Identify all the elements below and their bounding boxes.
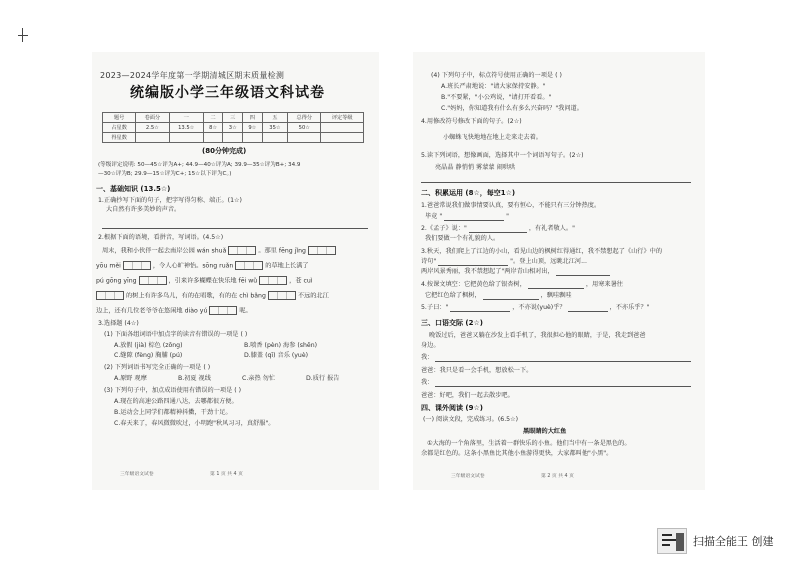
corner-crop-mark (18, 28, 28, 42)
option-a: A.班长严肃地说："请大家保持安静。" (441, 83, 546, 90)
answer-box[interactable] (209, 306, 237, 315)
question-3-1: (1) 下面各组词语中加点字的读音有错误的一项是 ( ) (104, 331, 248, 338)
grading-note-line-1: (等级评定说明: 50—45☆评为A+; 44.9—40☆评为A; 39.9—35☆评为B+; 34.9 (98, 162, 301, 168)
q2-prompt: 周末，我和小伙伴一起去南岸公园 wán shuǎ (102, 247, 227, 255)
q2-prompt: pú gōng yīng (96, 277, 137, 285)
fill-prompt: 4.按课文填空：它把黄色给了银杏树， (421, 281, 526, 288)
table-cell (223, 133, 243, 143)
page-footer-subject: 三年级语文试卷 (451, 474, 485, 479)
fill-blank[interactable] (556, 270, 610, 276)
q2-prompt: ，苍 cuì (289, 277, 313, 285)
table-cell: 3☆ (223, 123, 243, 133)
exam-duration: (80分钟完成) (202, 147, 247, 155)
question-3-4: (4) 下列句子中，标点符号使用正确的一项是 ( ) (431, 72, 562, 79)
question-3-2: (2) 下列词语书写完全正确的一项是 ( ) (104, 364, 211, 371)
section-3-title: 三、口语交际 (2☆) (421, 319, 483, 327)
fill-blank[interactable] (483, 294, 539, 300)
option-c: C.亲热 勿忙 (242, 375, 276, 382)
q2-prompt: 的树上有许多鸟儿，有的在唱歌，有的在 chì bǎng (125, 292, 266, 300)
question-2-line-1 (102, 246, 336, 255)
table-cell: 50☆ (288, 123, 321, 133)
fill-blank[interactable] (469, 227, 527, 233)
fill-blank[interactable] (528, 283, 584, 289)
option-c: C."妈妈，你知道我有什么有多么兴奋吗？"我问道。 (441, 105, 583, 112)
fill-blank[interactable] (438, 260, 508, 266)
fill-blank[interactable] (568, 306, 608, 312)
fill-prompt: ，不亦说(yuè)乎？ (512, 304, 566, 311)
option-a: A.原野 观摩 (114, 375, 147, 382)
table-cell: 评定等级 (321, 113, 364, 123)
table-cell: 总得分 (288, 113, 321, 123)
q2-prompt: 的草地上长满了 (265, 262, 309, 270)
q2-prompt: yōu měi (96, 262, 121, 270)
question-1-sentence: 大自然有许多美妙的声音。 (106, 206, 181, 213)
fill-prompt: 5.子曰：" (421, 304, 449, 311)
answer-box[interactable] (139, 276, 167, 285)
table-cell: 三 (223, 113, 243, 123)
q2-prompt: 呢。 (239, 307, 252, 315)
answer-box[interactable] (235, 261, 263, 270)
q2-prompt: 边上，还有几位老爷爷在悠闲地 diào yú (96, 307, 208, 315)
fill-prompt: ，用寒来暑往 (585, 281, 623, 288)
table-cell (136, 133, 169, 143)
question-3-text: 3.选择题 (4☆) (98, 320, 139, 327)
question-4-sentence: 小蜘蛛飞快地地在地上走来走去着。 (443, 134, 542, 141)
accumulation-5 (421, 304, 650, 312)
score-table-row-earned (103, 133, 364, 143)
accumulation-3-fill (421, 258, 587, 266)
fill-prompt: "。登上山顶，远眺北江河... (510, 258, 587, 265)
table-cell: 8☆ (203, 123, 223, 133)
exam-page-2 (413, 52, 705, 490)
reading-passage-title: 黑眼睛的大红鱼 (523, 428, 567, 435)
oral-me-line: 我： (421, 354, 434, 361)
answer-line[interactable] (435, 361, 691, 362)
question-2-line-3 (96, 276, 313, 285)
option-a: A.放假 (jià) 棕色 (zōng) (114, 342, 183, 349)
fill-prompt: 2.《孟子》说：" (421, 225, 467, 232)
option-d: D.膝盖 (qī) 音乐 (yuè) (244, 352, 309, 359)
reading-paragraph-line-1: ①大海的一个角落里，生活着一群快乐的小鱼。他们当中有一条是黑色的。 (427, 440, 631, 447)
option-c: C.春天来了，春风微微吹过，小明跑"秋风习习，真舒服"。 (114, 420, 275, 427)
table-cell: 2.5☆ (136, 123, 169, 133)
q2-prompt: 。那里 fēng jǐng (258, 247, 306, 255)
answer-box[interactable] (123, 261, 151, 270)
table-cell (321, 123, 364, 133)
fill-prompt: ，不亦乐乎？" (609, 304, 650, 311)
question-2-line-2 (96, 261, 309, 270)
table-cell: 占星数 (103, 123, 136, 133)
oral-dad-line-2: 爸爸：好吧，我们一起去散步吧。 (421, 392, 514, 399)
fill-prompt: ，有礼者敬人。" (528, 225, 575, 232)
oral-dad-line: 爸爸：我只是看一会手机，想放松一下。 (421, 367, 533, 374)
option-b: B."不要紧，"小公鸡说，"请打开看看。" (441, 94, 552, 101)
option-d: D.质行 报告 (306, 375, 340, 382)
question-5-text: 5.读下列词语，想像画面，选择其中一个词语写句子。(2☆) (421, 152, 584, 159)
oral-me-line-2: 我： (421, 379, 434, 386)
oral-scenario-text: 晚饭过后，爸爸又躺在沙发上看手机了，我很担心他的眼睛，于是，我走到爸爸 (429, 332, 646, 339)
exam-title: 统编版小学三年级语文科试卷 (130, 85, 325, 101)
table-cell (243, 133, 263, 143)
answer-box[interactable] (96, 291, 124, 300)
table-cell: 35☆ (262, 123, 288, 133)
option-a: A.现在的高速公路四通八达，去哪都很方便。 (114, 398, 238, 405)
answer-line (102, 228, 368, 229)
page-footer-subject: 三年级语文试卷 (120, 472, 154, 477)
section-2-title: 二、积累运用 (8☆，每空1☆) (421, 189, 516, 197)
accumulation-2-text: 我们要做一个有礼貌的人。 (425, 235, 500, 242)
fill-prompt: 两岸风景秀丽，我不禁想起了"两岸青山相对出， (421, 268, 554, 275)
question-3-3: (3) 下列句子中，加点成语使用有错误的一项是 ( ) (104, 387, 242, 394)
question-5-words: 亮晶晶 静悄悄 雾蒙蒙 闹哄哄 (435, 164, 516, 171)
question-2-line-5 (96, 306, 252, 315)
page-number: 第 2 页 共 4 页 (541, 474, 574, 479)
page-number: 第 1 页 共 4 页 (210, 472, 243, 477)
answer-box[interactable] (308, 246, 336, 255)
table-cell: 五 (262, 113, 288, 123)
table-cell: 四 (243, 113, 263, 123)
question-4-text: 4.用修改符号修改下面的句子。(2☆) (421, 118, 522, 125)
fill-prompt: " (506, 213, 509, 220)
table-cell (203, 133, 223, 143)
option-b: B.喷香 (pèn) 海参 (shēn) (244, 342, 318, 349)
reading-paragraph-line-2: 余都是红色的。这条小黑鱼比其他小鱼游得更快，大家都叫他"小黑"。 (421, 450, 613, 457)
grading-note-line-2: —30☆评为B; 29.9—15☆评为C+; 15☆以下评为C。) (98, 171, 232, 177)
answer-line (421, 182, 691, 183)
accumulation-2 (421, 225, 575, 233)
score-table-row-header (103, 113, 364, 123)
table-cell: 题号 (103, 113, 136, 123)
question-2-line-4 (96, 291, 329, 300)
table-cell: 13.5☆ (169, 123, 203, 133)
fill-blank[interactable] (450, 306, 510, 312)
oral-scenario-text-2: 身边。 (421, 342, 440, 349)
scanner-watermark (657, 528, 774, 554)
accumulation-4-line-2 (425, 292, 572, 300)
table-cell (169, 133, 203, 143)
table-cell: 得星数 (103, 133, 136, 143)
watermark-text: 扫描全能王 创建 (693, 535, 774, 548)
option-b: B.初夏 视线 (178, 375, 211, 382)
option-b: B.运动会上同学们都精神抖擞，干劲十足。 (114, 409, 232, 416)
table-cell: 二 (203, 113, 223, 123)
table-cell (321, 133, 364, 143)
accumulation-4 (421, 281, 623, 289)
accumulation-1-text: 1.爸爸常说我们做事情要认真，要有恒心，不能只有三分钟热度。 (421, 202, 601, 209)
answer-box[interactable] (268, 291, 296, 300)
camscanner-logo-icon (657, 528, 687, 554)
table-cell: 卷面分 (136, 113, 169, 123)
fill-blank[interactable] (444, 215, 504, 221)
score-table (102, 112, 364, 143)
score-table-row-max (103, 123, 364, 133)
question-1-text: 1.正确抄写下面的句子，把字写得匀称、端正。(1☆) (98, 197, 242, 204)
fill-prompt: 它把红色给了枫树， (425, 292, 481, 299)
table-cell: 9☆ (243, 123, 263, 133)
reading-subsection: (一) 阅读文段，完成练习。(6.5☆) (423, 416, 519, 423)
answer-box[interactable] (228, 246, 256, 255)
section-1-title: 一、基础知识 (13.5☆) (96, 185, 171, 193)
q2-prompt: ，令人心旷神怡。sōng ruǎn (152, 262, 234, 270)
accumulation-3-text: 3.秋天，我们爬上了江边的小山，看见山边的枫树红得通红，我不禁想起了《山行》中的 (421, 248, 663, 255)
fill-prompt: ，飘哇飘哇 (540, 292, 572, 299)
accumulation-1-fill (425, 213, 509, 221)
exam-page-1 (92, 52, 379, 490)
answer-line[interactable] (435, 386, 691, 387)
table-cell (262, 133, 288, 143)
answer-box[interactable] (259, 276, 287, 285)
q2-prompt: 不远的北江 (297, 292, 329, 300)
exam-header-line: 2023—2024学年度第一学期清城区期末质量检测 (100, 71, 285, 80)
q2-prompt: ，引来许多蝴蝶在快乐地 fēi wǔ (168, 277, 258, 285)
option-c: C.缝隙 (fèng) 胸脯 (pú) (114, 352, 183, 359)
section-4-title: 四、课外阅读 (9☆) (421, 404, 483, 412)
table-cell: 一 (169, 113, 203, 123)
fill-prompt: 诗句" (421, 258, 437, 265)
accumulation-3-end (421, 268, 610, 276)
fill-prompt: 毕竟 " (425, 213, 443, 220)
question-2-text: 2.根据下面的语境，看拼音，写词语。(4.5☆) (98, 234, 224, 241)
table-cell (288, 133, 321, 143)
